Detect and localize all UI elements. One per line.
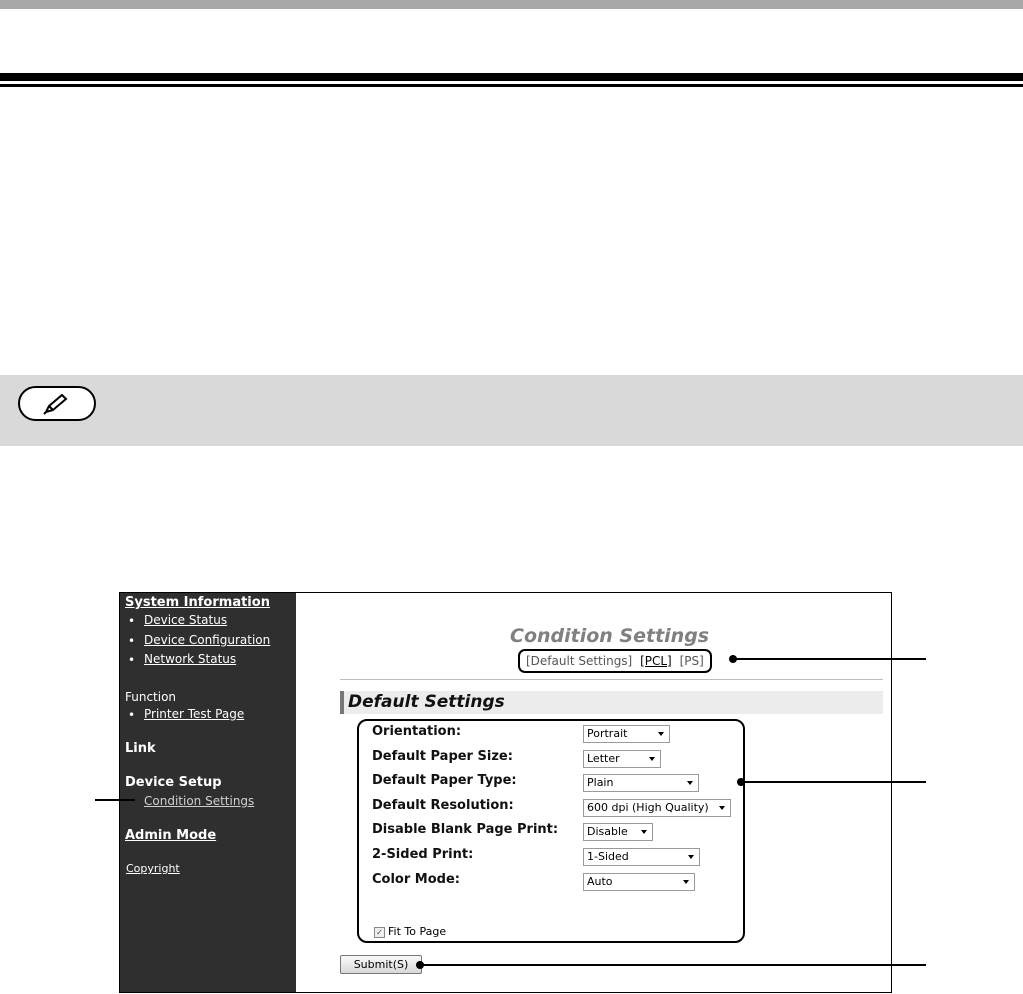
chevron-down-icon <box>658 732 664 736</box>
sidebar-item-device-status[interactable]: Device Status <box>144 613 228 627</box>
settings-subnav <box>518 649 712 673</box>
sidebar-item-network-status[interactable]: Network Status <box>144 652 237 666</box>
bullet: • <box>128 653 136 667</box>
orientation-select[interactable]: Portrait <box>583 725 670 743</box>
note-badge <box>18 386 96 421</box>
note-band <box>0 375 1023 446</box>
divider <box>340 679 883 680</box>
paper-size-select[interactable]: Letter <box>583 750 661 768</box>
settings-group <box>357 719 745 943</box>
callout-dot-settings <box>737 778 745 786</box>
web-ui-screenshot <box>119 592 892 993</box>
callout-dot-subnav <box>729 655 737 663</box>
section-title: Default Settings <box>348 692 505 712</box>
bullet: • <box>128 634 136 648</box>
sidebar-link-heading: Link <box>125 741 156 756</box>
sidebar-item-device-configuration[interactable]: Device Configuration <box>144 633 271 647</box>
chevron-down-icon <box>687 781 693 785</box>
chevron-down-icon <box>688 855 694 859</box>
heading-rule-thick <box>0 73 1023 81</box>
subnav-ps-link[interactable]: [PS] <box>679 654 704 668</box>
callout-line-settings <box>741 781 926 783</box>
sidebar-copyright[interactable]: Copyright <box>126 862 180 875</box>
bullet: • <box>128 614 136 628</box>
paper-type-label: Default Paper Type: <box>372 773 517 788</box>
fit-to-page-row[interactable] <box>374 925 446 938</box>
chevron-down-icon <box>649 757 655 761</box>
sidebar-function-heading: Function <box>125 690 177 704</box>
callout-dot-submit <box>416 961 424 969</box>
resolution-label: Default Resolution: <box>372 798 514 813</box>
chevron-down-icon <box>719 806 725 810</box>
fit-to-page-checkbox[interactable]: ✓ <box>374 927 385 938</box>
blank-page-label: Disable Blank Page Print: <box>372 822 559 837</box>
bullet: • <box>128 708 136 722</box>
section-header <box>340 691 883 714</box>
sidebar-admin-mode[interactable]: Admin Mode <box>125 828 217 843</box>
resolution-select[interactable]: 600 dpi (High Quality) <box>583 799 731 817</box>
blank-page-select[interactable]: Disable <box>583 823 653 841</box>
top-gray-bar <box>0 0 1023 9</box>
sidebar-system-information[interactable]: System Information <box>125 595 270 610</box>
sidebar-item-printer-test-page[interactable]: Printer Test Page <box>144 707 245 721</box>
two-sided-label: 2-Sided Print: <box>372 847 474 862</box>
sidebar-device-setup-heading: Device Setup <box>125 775 222 790</box>
color-mode-select[interactable]: Auto <box>583 873 695 891</box>
paper-size-label: Default Paper Size: <box>372 749 513 764</box>
page-title: Condition Settings <box>510 625 710 647</box>
paper-type-select[interactable]: Plain <box>583 774 699 792</box>
chevron-down-icon <box>641 830 647 834</box>
subnav-pcl-link[interactable]: [PCL] <box>640 654 672 668</box>
sidebar-item-condition-settings[interactable]: Condition Settings <box>144 794 255 808</box>
submit-button[interactable]: Submit(S) <box>340 955 422 974</box>
callout-line-subnav <box>732 658 926 660</box>
sidebar <box>120 593 296 992</box>
main-content <box>296 593 891 992</box>
callout-line-condition-settings <box>95 799 135 801</box>
subnav-default-settings: [Default Settings] <box>526 654 633 668</box>
chevron-down-icon <box>683 880 689 884</box>
orientation-label: Orientation: <box>372 724 462 739</box>
color-mode-label: Color Mode: <box>372 872 460 887</box>
two-sided-select[interactable]: 1-Sided <box>583 848 700 866</box>
pencil-icon <box>40 393 74 415</box>
callout-line-submit <box>420 964 926 966</box>
fit-to-page-label: Fit To Page <box>388 925 447 938</box>
section-marker <box>340 691 344 714</box>
heading-rule-thin <box>0 84 1023 87</box>
